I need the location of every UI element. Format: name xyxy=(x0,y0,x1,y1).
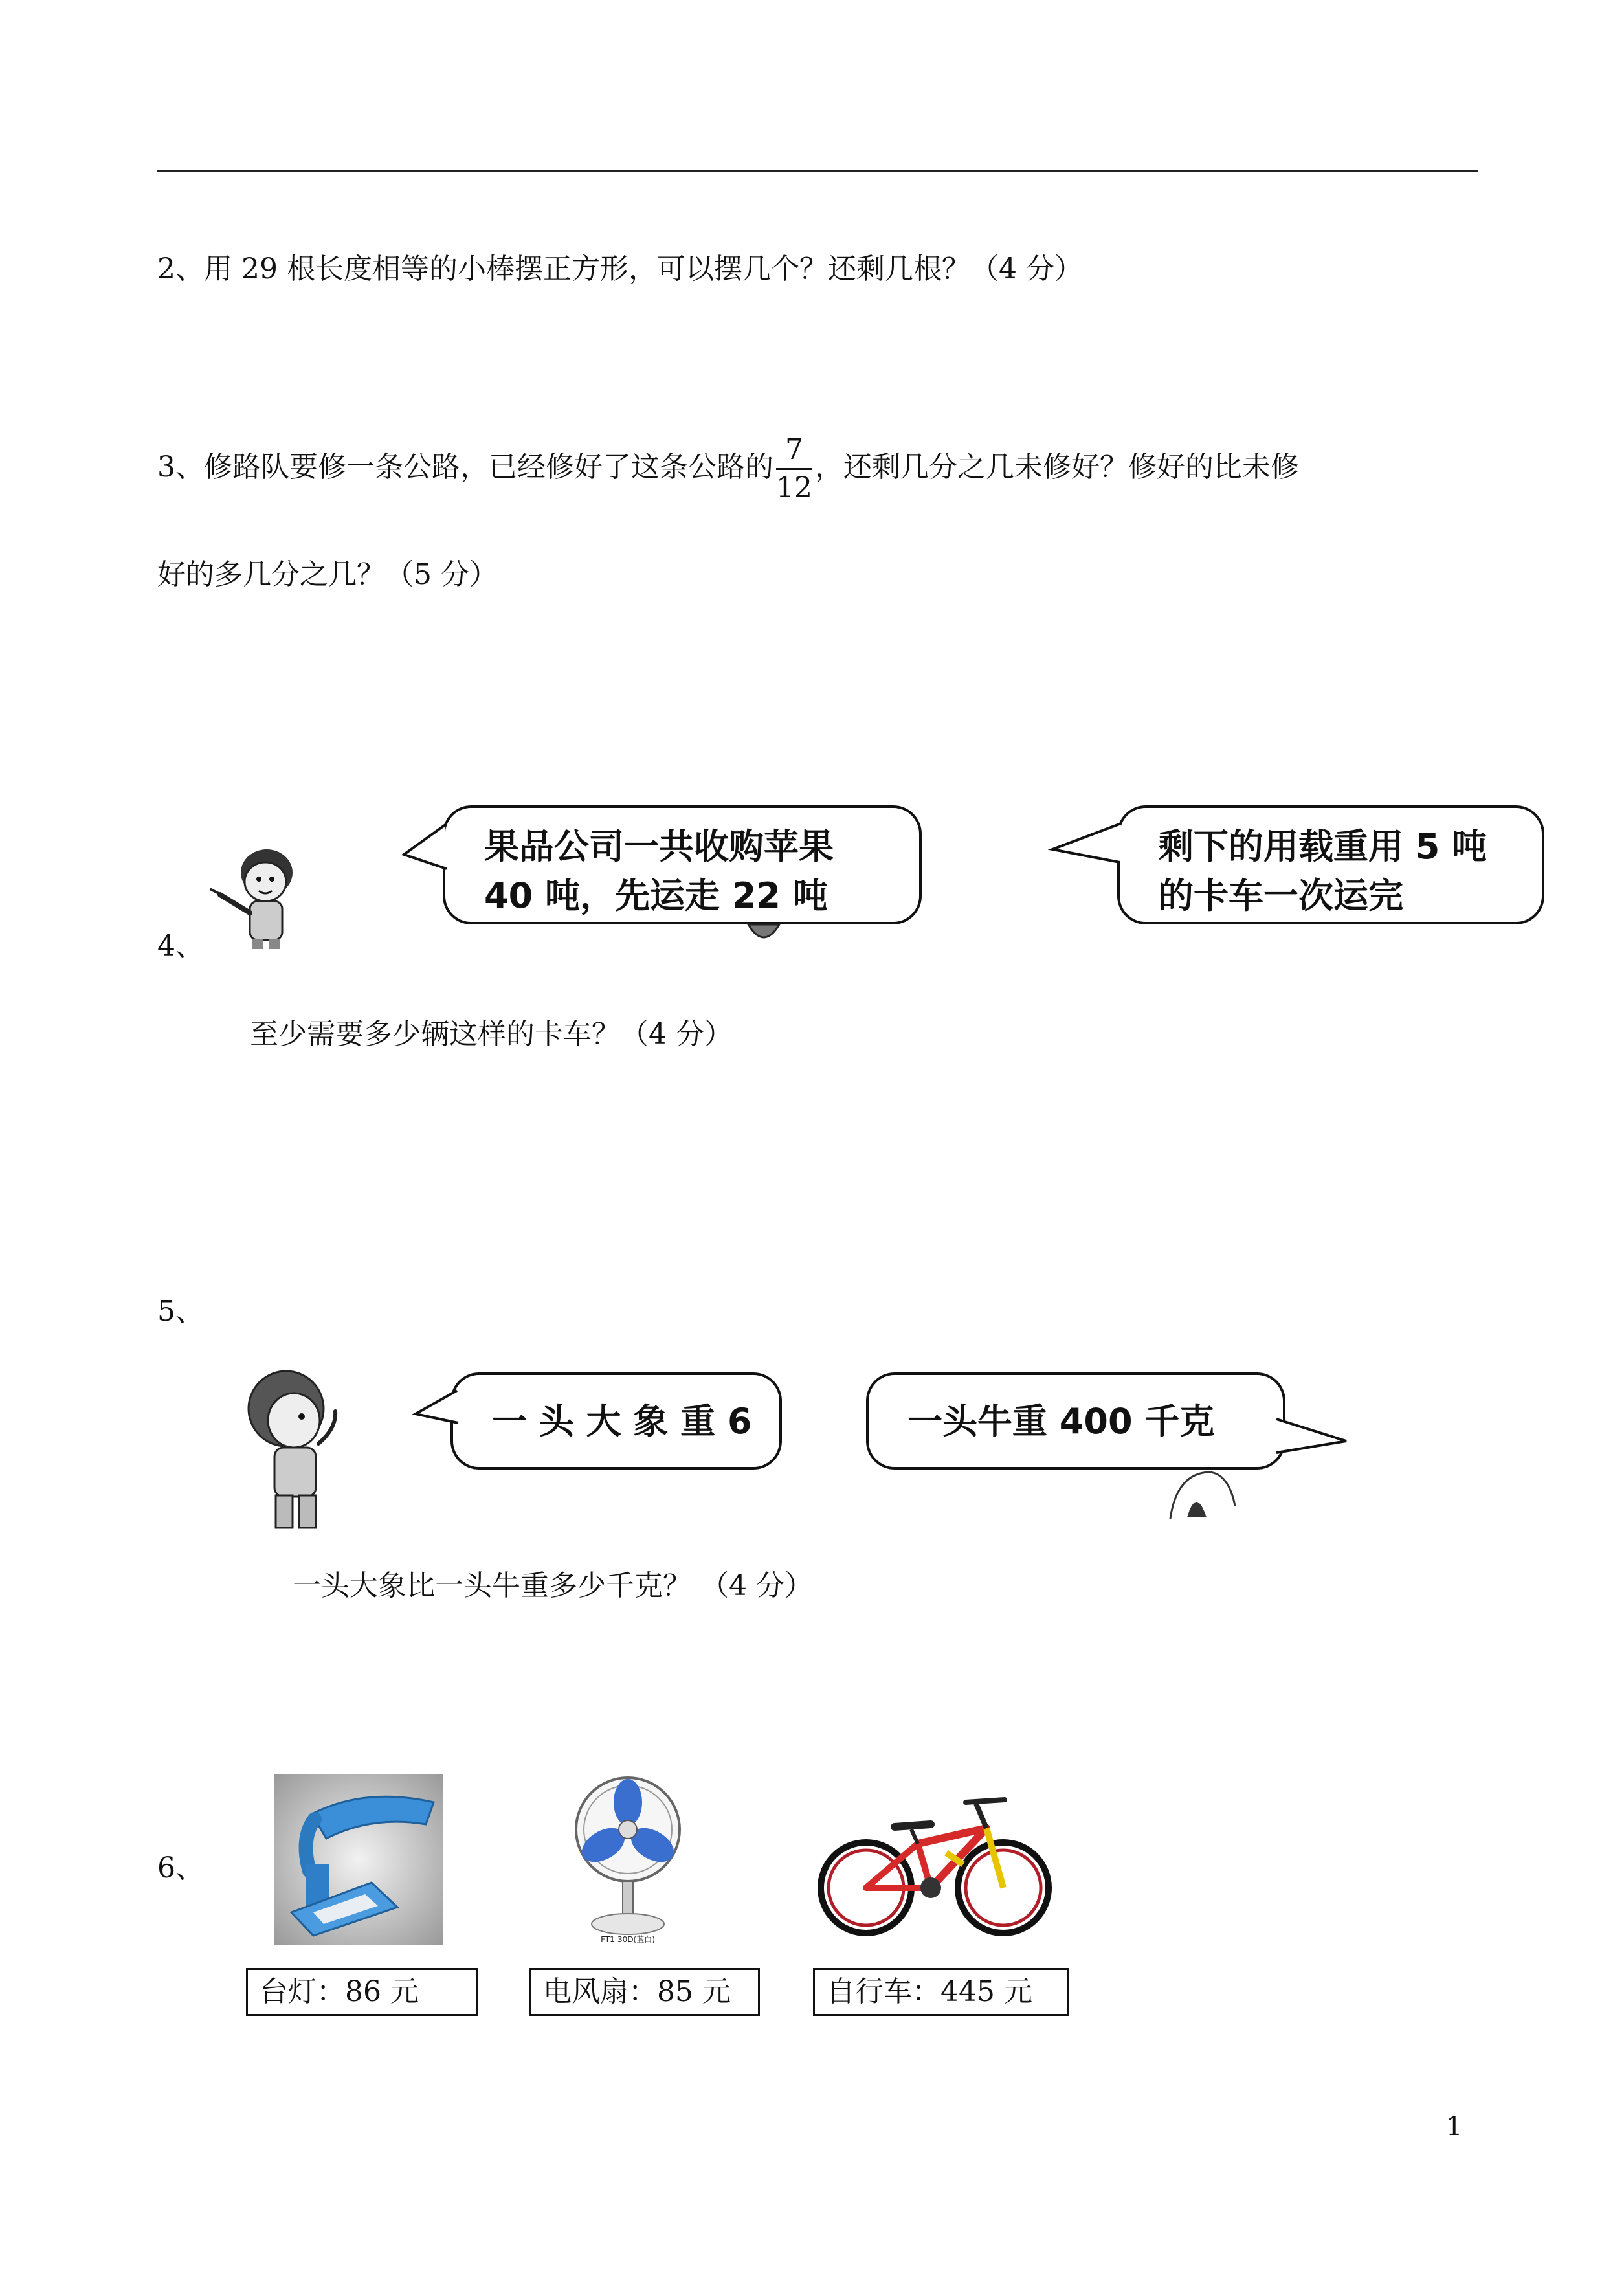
question-5-text: 一头大象比一头牛重多少千克？ （4 分） xyxy=(293,1569,813,1602)
question-6-number: 6、 xyxy=(157,1851,204,1885)
electric-fan-image xyxy=(563,1774,693,1945)
header-rule xyxy=(157,170,1478,172)
question-3-text-before: 3、修路队要修一条公路，已经修好了这条公路的 xyxy=(157,451,773,484)
page-number: 1 xyxy=(1446,2112,1463,2142)
question-3-line-1 xyxy=(157,429,1299,506)
bubble-tail-elephant xyxy=(412,1388,463,1427)
partial-figure-illustration-2 xyxy=(1164,1467,1241,1525)
bubble-tail-right xyxy=(1049,821,1126,879)
question-5-number: 5、 xyxy=(157,1295,204,1328)
boy-pointing-illustration xyxy=(207,842,311,952)
speech-bubble-apples xyxy=(443,805,922,924)
fraction-7-12 xyxy=(776,432,812,506)
bubble-trucks-line-2: 的卡车一次运完 xyxy=(1159,875,1403,916)
speech-bubble-trucks xyxy=(1117,805,1544,924)
bicycle-price-label: 自行车：445 元 xyxy=(813,1968,1069,2016)
girl-thinking-illustration xyxy=(239,1366,350,1534)
fan-price-label: 电风扇：85 元 xyxy=(529,1968,760,2016)
bicycle-image xyxy=(817,1791,1052,1941)
speech-bubble-cow: 一头牛重 400 千克 xyxy=(866,1372,1285,1470)
fraction-numerator: 7 xyxy=(776,432,812,470)
fraction-denominator: 12 xyxy=(776,471,812,504)
bubble-tail-left xyxy=(400,822,452,874)
fan-model-text: FT1-30D(蓝白) xyxy=(601,1935,655,1944)
question-4-text: 至少需要多少辆这样的卡车？（4 分） xyxy=(250,1018,733,1051)
lamp-price-label: 台灯：86 元 xyxy=(246,1968,478,2016)
bubble-tail-cow xyxy=(1274,1415,1351,1454)
speech-bubble-elephant: 一 头 大 象 重 6 xyxy=(450,1372,782,1470)
question-4-number: 4、 xyxy=(157,930,204,963)
bubble-trucks-line-1: 剩下的用载重用 5 吨 xyxy=(1159,826,1487,867)
bubble-apples-line-1: 果品公司一共收购苹果 xyxy=(484,826,834,867)
question-3-text-after: ，还剩几分之几未修好？修好的比未修 xyxy=(815,451,1299,484)
desk-lamp-image xyxy=(274,1774,443,1945)
question-2: 2、用 29 根长度相等的小棒摆正方形，可以摆几个？还剩几根？（4 分） xyxy=(157,252,1083,285)
question-3-line-2: 好的多几分之几？（5 分） xyxy=(157,558,498,591)
bubble-apples-line-2: 40 吨，先运走 22 吨 xyxy=(484,875,828,916)
partial-figure-illustration xyxy=(744,922,783,948)
